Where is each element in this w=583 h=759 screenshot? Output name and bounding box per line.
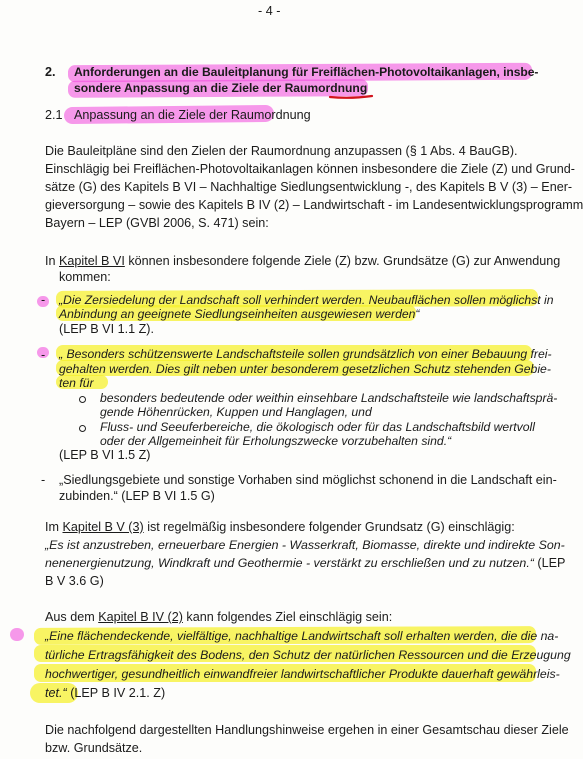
kapitel-rest: können insbesondere folgende Ziele (Z) bzw. Grundsätze (G) zur Anwendung — [128, 254, 561, 268]
kapitel-bvi-ref: Kapitel B VI — [59, 254, 125, 268]
quote3-line2: zubinden.“ (LEP B VI 1.5 G) — [59, 489, 215, 503]
subsection-title: Anpassung an die Ziele der Raumordnung — [74, 108, 311, 122]
quote2-bullet1-line1: besonders bedeutende oder weithin einsehbare Landschaftsteile wie landschaftsprä- — [100, 391, 558, 405]
quote2-line3: ten für — [59, 376, 94, 390]
subsection-number: 2.1 — [45, 108, 63, 122]
kapitel-bv3-quote-text: nenenergienutzung, Windkraft und Geothermie - verstärkt zu erschließen und zu nutzen.“ — [45, 556, 534, 570]
section-title-line2: sondere Anpassung an die Ziele der Raumordnung — [74, 81, 368, 95]
kapitel-prefix: In — [45, 254, 56, 268]
list-dash: - — [41, 473, 46, 487]
intro-line: gieversorgung – sowie des Kapitels B IV (2) – Landwirtschaft - im Landesentwicklungsprogramm — [45, 198, 583, 212]
kapitel-bv3-intro — [45, 520, 515, 535]
quote2-bullet2-line2: oder der Allgemeinheit für Erholungszwecke vorzubehalten sind.“ — [100, 434, 452, 448]
kapitel-biv2-quote-line4 — [45, 686, 165, 701]
quote2-bullet1-line2: gende Höhenrücken, Kuppen und Hanglagen, und — [100, 405, 372, 419]
list-dash: - — [41, 293, 46, 307]
kapitel-bvi-intro — [45, 254, 560, 269]
intro-line: sätze (G) des Kapitels B VI – Nachhaltige Siedlungsentwicklung -, des Kapitels B V (3) – Ener- — [45, 180, 573, 194]
page-number: - 4 - — [258, 4, 281, 18]
kapitel-bv3-ref: Kapitel B V (3) — [62, 520, 144, 534]
kapitel-rest: ist regelmäßig insbesondere folgender Grundsatz (G) einschlägig: — [147, 520, 515, 534]
kapitel-biv2-ref: (LEP B IV 2.1. Z) — [70, 686, 166, 700]
closing-line1: Die nachfolgend dargestellten Handlungshinweise ergehen in einer Gesamtschau dieser Ziele — [45, 723, 569, 737]
kapitel-bv3-ref-end: B V 3.6 G) — [45, 574, 104, 588]
red-underline-mark — [0, 0, 10, 10]
kapitel-biv2-quote-line1: „Eine flächendeckende, vielfältige, nachhaltige Landwirtschaft soll erhalten werden, die die na- — [45, 629, 559, 643]
quote1-line1: „Die Zersiedelung der Landschaft soll verhindert werden. Neubauflächen sollen möglichst in — [59, 293, 554, 307]
quote1-line2: Anbindung an geeignete Siedlungseinheiten ausgewiesen werden“ — [59, 307, 420, 321]
quote1-ref: (LEP B VI 1.1 Z). — [59, 322, 154, 336]
kapitel-rest: kann folgendes Ziel einschlägig sein: — [186, 610, 393, 624]
quote2-bullet2-line1: Fluss- und Seeuferbereiche, die ökologisch oder für das Landschaftsbild wertvoll — [100, 420, 535, 434]
circle-bullet-icon — [79, 425, 86, 432]
kapitel-prefix: Aus dem — [45, 610, 95, 624]
quote3-line1: „Siedlungsgebiete und sonstige Vorhaben sind möglichst schonend in die Landschaft ein- — [59, 473, 557, 487]
quote2-ref: (LEP B VI 1.5 Z) — [59, 448, 151, 462]
section-number: 2. — [45, 65, 56, 79]
kapitel-bv3-ref-start: (LEP — [537, 556, 566, 570]
list-dash: - — [41, 348, 46, 362]
section-title-line1: Anforderungen an die Bauleitplanung für Freiflächen-Photovoltaikanlagen, insbe- — [74, 65, 539, 79]
intro-line: Bayern – LEP (GVBl 2006, S. 471) sein: — [45, 216, 269, 230]
kapitel-biv2-ref: Kapitel B IV (2) — [98, 610, 183, 624]
quote2-line2: gehalten werden. Dies gilt neben unter besonderem gesetzlichen Schutz stehenden Gebie- — [59, 362, 551, 376]
kapitel-bv3-quote-line2 — [45, 556, 565, 571]
kapitel-biv2-intro — [45, 610, 392, 625]
intro-line: Einschlägig bei Freiflächen-Photovoltaikanlagen können insbesondere die Ziele (Z) und Grund- — [45, 162, 575, 176]
kapitel-prefix: Im — [45, 520, 59, 534]
circle-bullet-icon — [79, 396, 86, 403]
kapitel-bv3-quote-line1: „Es ist anzustreben, erneuerbare Energien - Wasserkraft, Biomasse, direkte und indirekte Son- — [45, 538, 565, 552]
intro-line: Die Bauleitpläne sind den Zielen der Raumordnung anzupassen (§ 1 Abs. 4 BauGB). — [45, 144, 518, 158]
kapitel-biv2-quote-end: tet.“ — [45, 686, 67, 700]
quote2-line1: „ Besonders schützenswerte Landschaftsteile sollen grundsätzlich von einer Bebauung frei- — [59, 347, 552, 361]
closing-line2: bzw. Grundsätze. — [45, 741, 143, 755]
kapitel-biv2-quote-line3: hochwertiger, gesundheitlich einwandfreier landwirtschaftlicher Produkte dauerhaft gewährleis- — [45, 667, 560, 681]
kapitel-bvi-line2: kommen: — [59, 270, 111, 284]
pink-margin-mark — [10, 628, 24, 641]
kapitel-biv2-quote-line2: türliche Ertragsfähigkeit des Bodens, den Schutz der natürlichen Ressourcen und die Erzeugung — [45, 648, 571, 662]
